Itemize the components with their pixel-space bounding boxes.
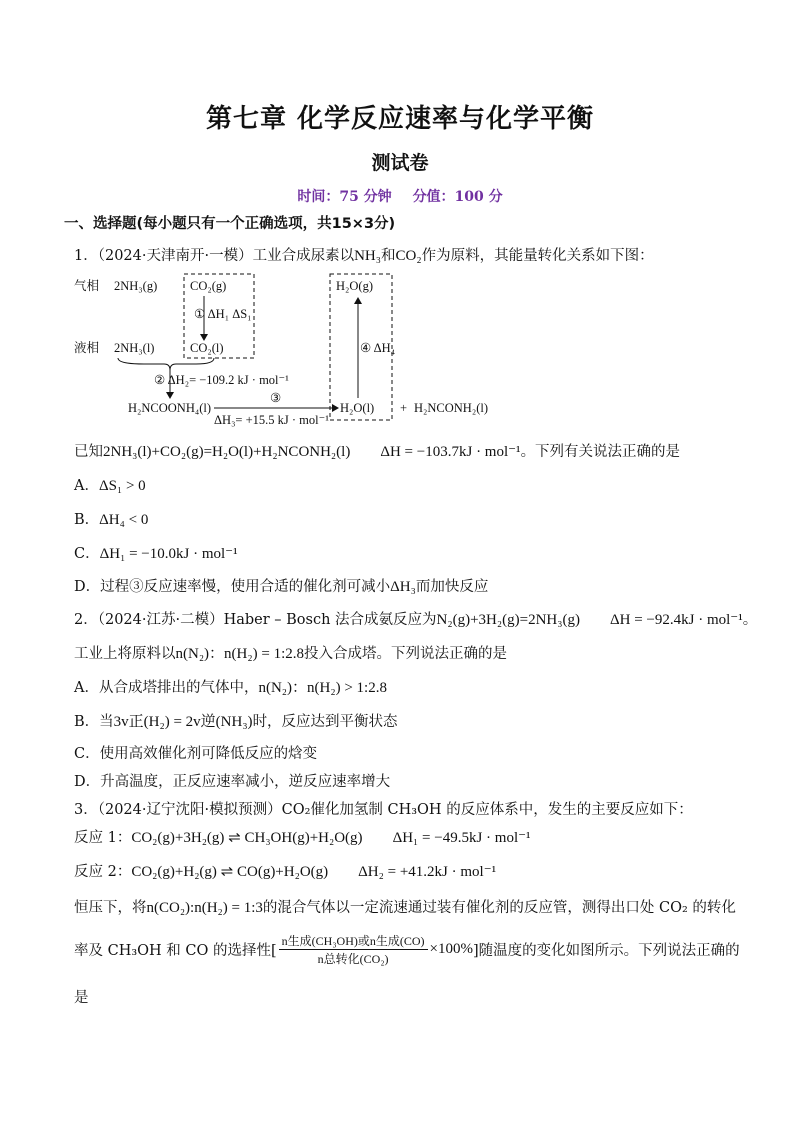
q1-dh: ΔH = −103.7kJ · mol⁻¹ (380, 444, 521, 460)
q1-and: 和 (381, 248, 396, 264)
liquid-phase-label: 液相 (74, 340, 100, 355)
q3-paragraph-2 (74, 932, 740, 967)
q3-reaction-1 (74, 826, 531, 847)
option-text: ΔH₁ = −10.0kJ · mol⁻¹ (99, 546, 238, 562)
step2-label: ② ΔH₂= −109.2 kJ · mol⁻¹ (154, 373, 289, 387)
q1-option-d (74, 575, 488, 596)
reaction-label: 反应 2： (74, 864, 132, 880)
q2-line2-a: 工业上将原料以 (74, 646, 176, 662)
fraction-numerator: n生成(CH₃OH)或n生成(CO) (279, 932, 428, 950)
q3-paragraph-1 (74, 896, 736, 917)
q2-line2-b: 投入合成塔。下列说法正确的是 (303, 646, 507, 662)
q1-equation: 2NH₃(l)+CO₂(g)=H₂O(l)+H₂NCONH₂(l) (103, 444, 351, 460)
option-formula: 3v正(H₂) = 2v逆(NH₃) (113, 714, 253, 730)
step4-arrowhead (354, 297, 362, 304)
paragraph-text: 的混合气体以一定流速通过装有催化剂的反应管，测得出口处 CO₂ 的转化 (262, 900, 736, 916)
q2-equation: N₂(g)+3H₂(g)=2NH₃(g) (436, 612, 580, 628)
q1-known-b: 。下列有关说法正确的是 (520, 444, 681, 460)
gas-phase-label: 气相 (74, 278, 100, 293)
reaction-dh: ΔH₁ = −49.5kJ · mol⁻¹ (392, 830, 531, 846)
energy-diagram (74, 268, 494, 428)
q1-option-a (74, 474, 146, 495)
step3-label: ΔH₃= +15.5 kJ · mol⁻¹ (214, 413, 329, 427)
paragraph-text: ]随温度的变化如图所示。下列说法正确的 (472, 943, 740, 959)
q1-nh3: NH₃ (354, 248, 381, 264)
fraction-denominator: n总转化(CO₂) (317, 952, 389, 966)
q3-stem: 3．（2024·辽宁沈阳·模拟预测）CO₂催化加氢制 CH₃OH 的反应体系中，发生的主要反应如下： (74, 802, 693, 818)
urea: H₂NCONH₂(l) (414, 401, 488, 415)
q2-option-b (74, 710, 398, 731)
section-heading: 一、选择题(每小题只有一个正确选项，共15×3分) (64, 216, 396, 232)
option-text: ΔS₁ > 0 (98, 478, 146, 494)
q2-option-d: D．升高温度，正反应速率减小，逆反应速率增大 (74, 774, 391, 790)
q1-co2: CO₂ (395, 248, 422, 264)
q1-stem-a: 1．（2024·天津南开·一模）工业合成尿素以 (74, 248, 355, 264)
water-gas: H₂O(g) (336, 279, 373, 293)
chapter-title: 第七章 化学反应速率与化学平衡 (205, 104, 595, 134)
q2-stem-line2 (74, 642, 507, 663)
q2-stem (74, 608, 757, 629)
co2-gas: CO₂(g) (190, 279, 227, 293)
nh3-liquid: 2NH₃(l) (114, 341, 155, 355)
page-subtitle: 测试卷 (371, 152, 429, 174)
step2-arrowhead (166, 392, 174, 399)
q1-option-b (74, 508, 148, 529)
reaction-label: 反应 1： (74, 830, 132, 846)
q1-known-a: 已知 (74, 444, 103, 460)
option-formula: ΔH₃ (390, 579, 416, 595)
paragraph-formula: n(CO₂):n(H₂) = 1:3 (146, 900, 263, 916)
q1-stem (74, 244, 654, 265)
q1-known (74, 440, 680, 461)
q2-ratio: n(N₂)：n(H₂) = 1:2.8 (175, 646, 304, 662)
selectivity-fraction (279, 932, 428, 967)
fraction-times: ×100% (429, 941, 473, 957)
option-label: C． (74, 546, 100, 562)
option-formula: n(N₂)：n(H₂) > 1:2.8 (258, 680, 387, 696)
time-limit: 时间：75 分钟 (297, 189, 392, 205)
q3-paragraph-3: 是 (74, 990, 89, 1006)
step3-number: ③ (270, 391, 282, 405)
option-label: A． (74, 478, 99, 494)
water-liquid: H₂O(l) (340, 401, 375, 415)
q2-stem-end: 。 (742, 612, 758, 628)
option-text: D．过程③反应速率慢，使用合适的催化剂可减小 (74, 579, 391, 595)
total-score: 分值：100 分 (412, 189, 503, 205)
q2-stem-text: 2．（2024·江苏·二模）Haber – Bosch 法合成氨反应为 (74, 612, 437, 628)
q1-stem-b: 作为原料，其能量转化关系如下图： (421, 248, 654, 264)
reaction-equation: CO₂(g)+H₂(g) ⇌ CO(g)+H₂O(g) (131, 864, 329, 880)
paragraph-text: 恒压下，将 (74, 900, 147, 916)
step1-label: ① ΔH₁ ΔS₁ (194, 307, 252, 321)
q2-option-a (74, 676, 387, 697)
reaction-equation: CO₂(g)+3H₂(g) ⇌ CH₃OH(g)+H₂O(g) (131, 830, 363, 846)
paragraph-text: 率及 CH₃OH 和 CO 的选择性[ (74, 943, 277, 959)
option-text: 时，反应达到平衡状态 (252, 714, 398, 730)
nh3-gas: 2NH₃(g) (114, 279, 158, 293)
step1-arrowhead (200, 334, 208, 341)
co2-liquid: CO₂(l) (190, 341, 224, 355)
plus-sign: + (400, 401, 408, 415)
option-text: 而加快反应 (415, 579, 489, 595)
option-text: B．当 (74, 714, 114, 730)
q3-reaction-2 (74, 860, 496, 881)
option-text: ΔH₄ < 0 (99, 512, 149, 528)
exam-info (0, 186, 800, 206)
q2-option-c: C．使用高效催化剂可降低反应的焓变 (74, 746, 318, 762)
carbamate: H₂NCOONH₄(l) (128, 401, 212, 415)
q2-dh: ΔH = −92.4kJ · mol⁻¹ (609, 612, 743, 628)
option-text: A．从合成塔排出的气体中， (74, 680, 259, 696)
q1-option-c (74, 542, 238, 563)
combine-brace (118, 358, 214, 370)
step4-label: ④ ΔH₄ (360, 341, 396, 355)
reaction-dh: ΔH₂ = +41.2kJ · mol⁻¹ (358, 864, 497, 880)
option-label: B． (74, 512, 100, 528)
step3-arrowhead (332, 404, 339, 412)
